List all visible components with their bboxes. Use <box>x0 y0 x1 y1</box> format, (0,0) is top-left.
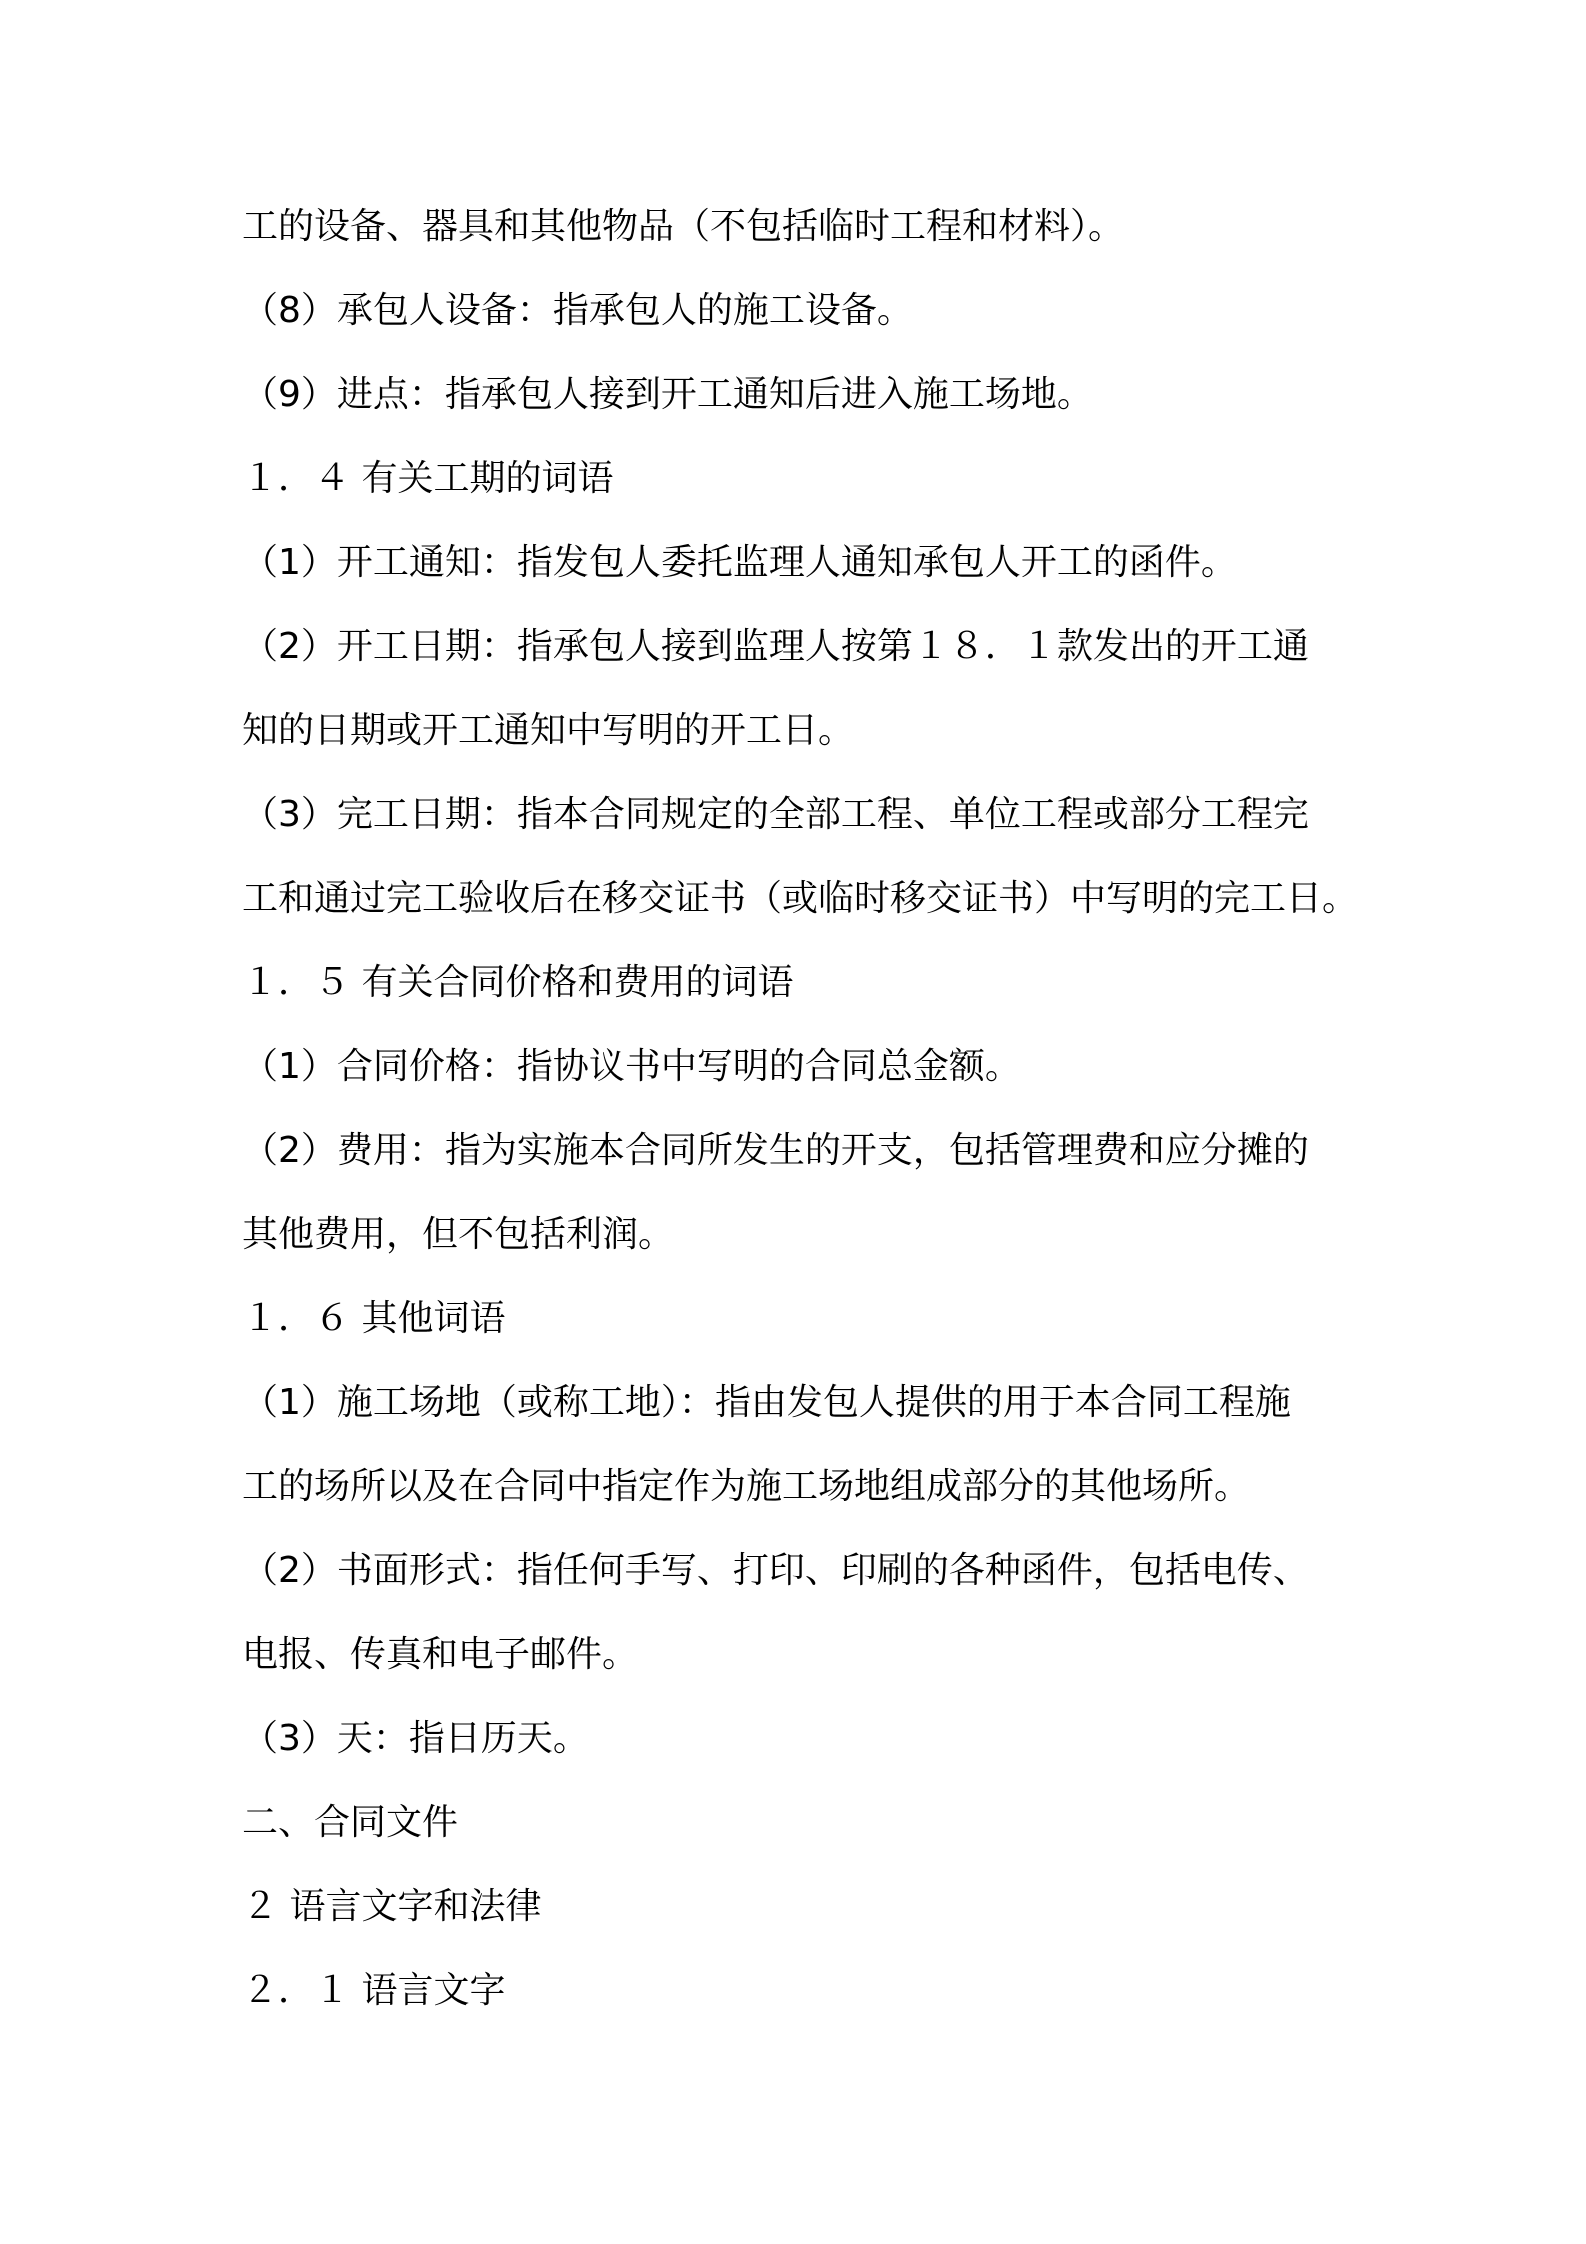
text-line-start-notice: （1）开工通知：指发包人委托监理人通知承包人开工的函件。 <box>242 542 1237 583</box>
section-heading-1-6: １．６ 其他词语 <box>242 1298 506 1339</box>
text-line-completion-date: （3）完工日期：指本合同规定的全部工程、单位工程或部分工程完 <box>242 794 1309 835</box>
section-heading-1-4: １．４ 有关工期的词语 <box>242 458 614 499</box>
text-line-start-date-cont: 知的日期或开工通知中写明的开工日。 <box>242 710 855 751</box>
text-line-continuation-equipment: 工的设备、器具和其他物品（不包括临时工程和材料）。 <box>242 206 1125 247</box>
text-line-cost-cont: 其他费用，但不包括利润。 <box>242 1214 675 1255</box>
text-line-start-date: （2）开工日期：指承包人接到监理人按第１８．１款发出的开工通 <box>242 626 1309 667</box>
text-line-clause-8: （8）承包人设备：指承包人的施工设备。 <box>242 290 913 331</box>
text-line-site: （1）施工场地（或称工地）：指由发包人提供的用于本合同工程施 <box>242 1382 1291 1423</box>
section-heading-2: ２ 语言文字和法律 <box>242 1886 542 1927</box>
text-line-written-form: （2）书面形式：指任何手写、打印、印刷的各种函件，包括电传、 <box>242 1550 1309 1591</box>
text-line-day: （3）天：指日历天。 <box>242 1718 589 1759</box>
text-line-contract-price: （1）合同价格：指协议书中写明的合同总金额。 <box>242 1046 1021 1087</box>
text-line-completion-date-cont: 工和通过完工验收后在移交证书（或临时移交证书）中写明的完工日。 <box>242 878 1359 919</box>
chapter-heading-contract-docs: 二、合同文件 <box>242 1802 459 1843</box>
text-line-clause-9: （9）进点：指承包人接到开工通知后进入施工场地。 <box>242 374 1093 415</box>
section-heading-1-5: １．５ 有关合同价格和费用的词语 <box>242 962 794 1003</box>
text-line-site-cont: 工的场所以及在合同中指定作为施工场地组成部分的其他场所。 <box>242 1466 1251 1507</box>
section-heading-2-1: ２．１ 语言文字 <box>242 1970 506 2011</box>
text-line-cost: （2）费用：指为实施本合同所发生的开支，包括管理费和应分摊的 <box>242 1130 1309 1171</box>
text-line-written-form-cont: 电报、传真和电子邮件。 <box>242 1634 639 1675</box>
